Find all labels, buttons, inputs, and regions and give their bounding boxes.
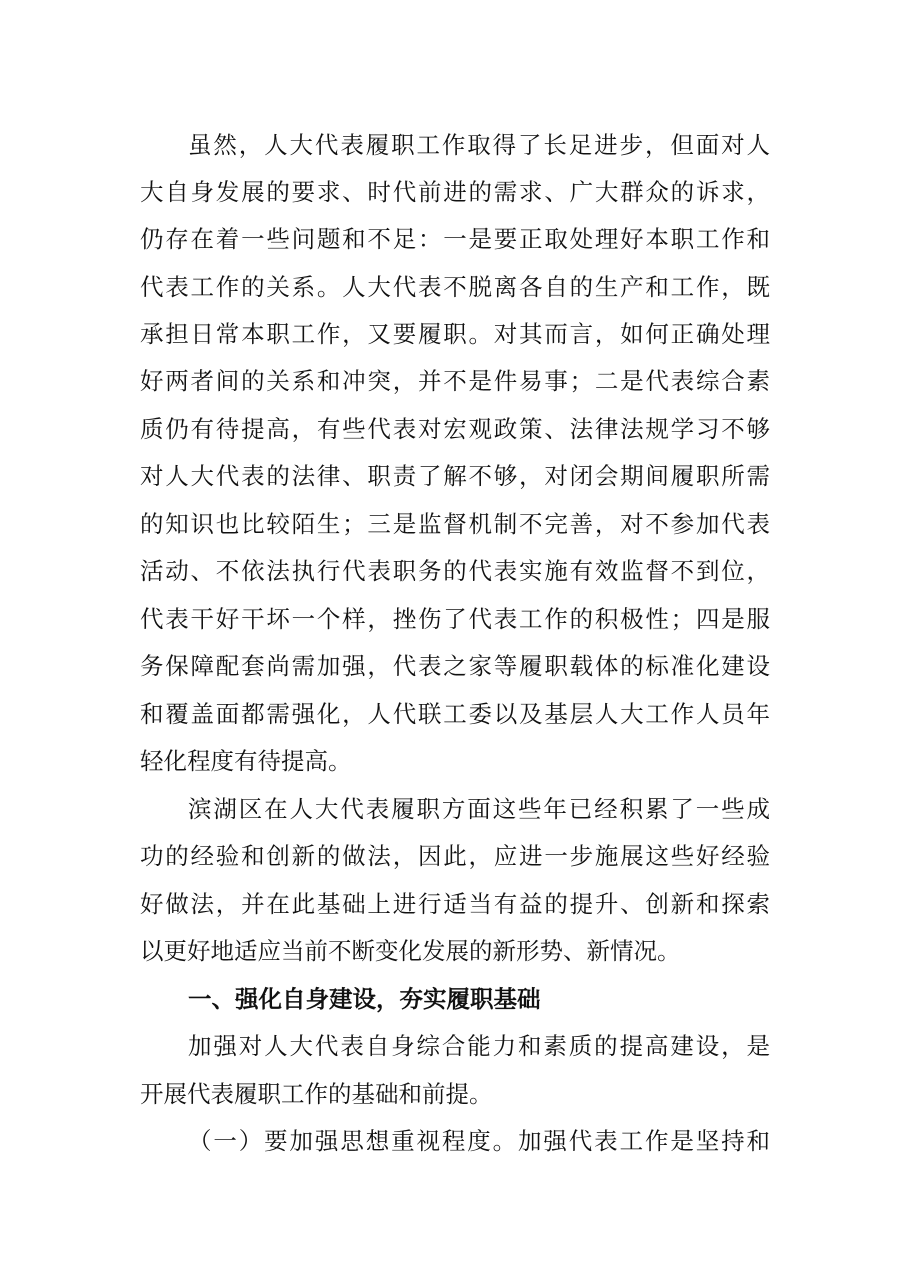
paragraph-line: 功的经验和创新的做法，因此，应进一步施展这些好经验: [140, 842, 770, 870]
paragraph-line: 加强对人大代表自身综合能力和素质的提高建设，是: [188, 1032, 770, 1060]
paragraph-line: 质仍有待提高，有些代表对宏观政策、法律法规学习不够: [140, 415, 770, 443]
paragraph-line: 轻化程度有待提高。: [140, 747, 352, 775]
section-heading: 一、强化自身建设，夯实履职基础: [188, 985, 541, 1013]
paragraph-line: 好做法，并在此基础上进行适当有益的提升、创新和探索: [140, 890, 770, 918]
paragraph-line: 承担日常本职工作，又要履职。对其而言，如何正确处理: [140, 320, 770, 348]
paragraph-line: 仍存在着一些问题和不足：一是要正取处理好本职工作和: [140, 225, 770, 253]
paragraph-line: 务保障配套尚需加强，代表之家等履职载体的标准化建设: [140, 652, 770, 680]
subsection-line: （一）要加强思想重视程度。加强代表工作是坚持和: [188, 1127, 770, 1155]
paragraph-line: 对人大代表的法律、职责了解不够，对闭会期间履职所需: [140, 462, 770, 490]
paragraph-line: 代表工作的关系。人大代表不脱离各自的生产和工作，既: [140, 273, 770, 301]
paragraph-line: 虽然，人大代表履职工作取得了长足进步，但面对人: [188, 131, 770, 159]
paragraph-line: 以更好地适应当前不断变化发展的新形势、新情况。: [140, 937, 681, 965]
paragraph-line: 和覆盖面都需强化，人代联工委以及基层人大工作人员年: [140, 700, 770, 728]
paragraph-line: 的知识也比较陌生；三是监督机制不完善，对不参加代表: [140, 510, 770, 538]
paragraph-line: 滨湖区在人大代表履职方面这些年已经积累了一些成: [188, 795, 770, 823]
paragraph-line: 开展代表履职工作的基础和前提。: [140, 1080, 493, 1108]
paragraph-line: 代表干好干坏一个样，挫伤了代表工作的积极性；四是服: [140, 605, 770, 633]
paragraph-line: 好两者间的关系和冲突，并不是件易事；二是代表综合素: [140, 367, 770, 395]
paragraph-line: 大自身发展的要求、时代前进的需求、广大群众的诉求，: [140, 178, 770, 206]
paragraph-line: 活动、不依法执行代表职务的代表实施有效监督不到位，: [140, 557, 770, 585]
